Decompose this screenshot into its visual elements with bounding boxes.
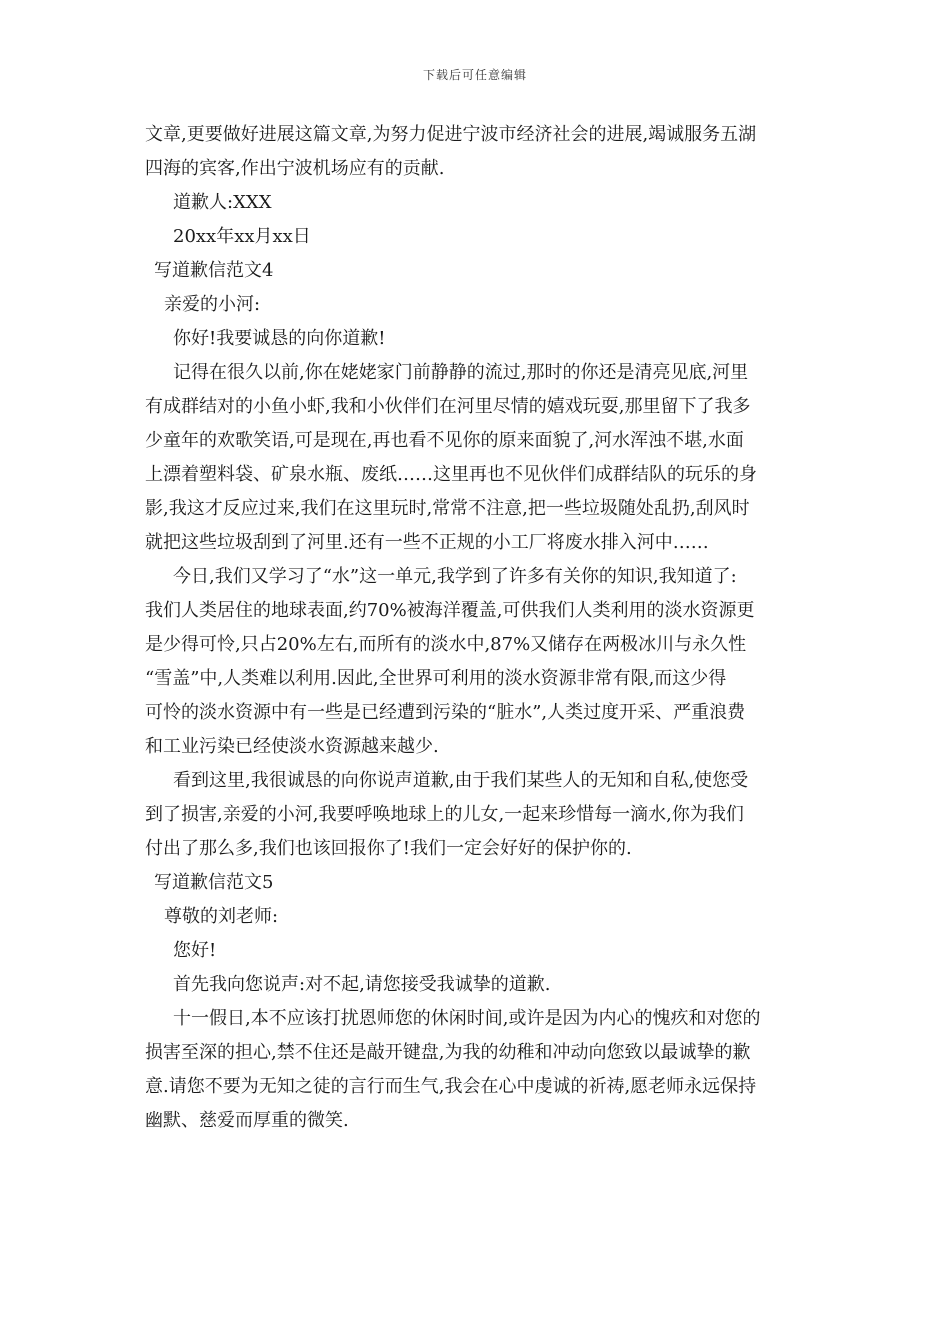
text-line: 损害至深的担心,禁不住还是敲开键盘,为我的幼稚和冲动向您致以最诚挚的歉	[145, 1042, 751, 1063]
text-line: 意.请您不要为无知之徒的言行而生气,我会在心中虔诚的祈祷,愿老师永远保持	[145, 1076, 757, 1097]
page-header: 下载后可任意编辑	[422, 68, 527, 82]
paragraph-first-line: 首先我向您说声:对不起,请您接受我诚挚的道歉.	[173, 974, 551, 995]
text-line: 少童年的欢歌笑语,可是现在,再也看不见你的原来面貌了,河水浑浊不堪,水面	[145, 430, 744, 451]
text-line: 到了损害,亲爱的小河,我要呼唤地球上的儿女,一起来珍惜每一滴水,你为我们	[145, 804, 744, 825]
text-line: 上漂着塑料袋、矿泉水瓶、废纸……这里再也不见伙伴们成群结队的玩乐的身	[145, 464, 757, 485]
paragraph-first-line: 看到这里,我很诚恳的向你说声道歉,由于我们某些人的无知和自私,使您受	[173, 770, 749, 791]
text-line: 文章,更要做好进展这篇文章,为努力促进宁波市经济社会的进展,竭诚服务五湖	[145, 124, 757, 145]
text-line: 是少得可怜,只占20%左右,而所有的淡水中,87%又储存在两极冰川与永久性	[145, 634, 747, 655]
text-line: 有成群结对的小鱼小虾,我和小伙伴们在河里尽情的嬉戏玩耍,那里留下了我多	[145, 396, 751, 417]
text-line: 我们人类居住的地球表面,约70%被海洋覆盖,可供我们人类利用的淡水资源更	[145, 600, 755, 621]
text-line: 可怜的淡水资源中有一些是已经遭到污染的“脏水”,人类过度开采、严重浪费	[145, 702, 746, 723]
text-line: 付出了那么多,我们也该回报你了!我们一定会好好的保护你的.	[145, 838, 632, 859]
text-line: 就把这些垃圾刮到了河里.还有一些不正规的小工厂将废水排入河中……	[145, 532, 709, 553]
paragraph-first-line: 你好!我要诚恳的向你道歉!	[173, 328, 386, 349]
date-line: 20xx年xx月xx日	[173, 226, 311, 247]
text-line: “雪盖”中,人类难以利用.因此,全世界可利用的淡水资源非常有限,而这少得	[145, 668, 727, 689]
paragraph-first-line: 今日,我们又学习了“水”这一单元,我学到了许多有关你的知识,我知道了:	[173, 566, 737, 587]
section-heading: 写道歉信范文5	[154, 872, 274, 893]
text-line: 影,我这才反应过来,我们在这里玩时,常常不注意,把一些垃圾随处乱扔,刮风时	[145, 498, 750, 519]
document-body	[145, 118, 810, 1138]
paragraph-first-line: 十一假日,本不应该打扰恩师您的休闲时间,或许是因为内心的愧疚和对您的	[173, 1008, 761, 1029]
salutation: 亲爱的小河:	[164, 294, 261, 315]
paragraph-first-line: 记得在很久以前,你在姥姥家门前静静的流过,那时的你还是清亮见底,河里	[173, 362, 749, 383]
salutation: 尊敬的刘老师:	[164, 906, 279, 927]
text-line: 和工业污染已经使淡水资源越来越少.	[145, 736, 439, 757]
text-line: 四海的宾客,作出宁波机场应有的贡献.	[145, 158, 445, 179]
signature-line: 道歉人:XXX	[173, 192, 272, 213]
paragraph-first-line: 您好!	[173, 940, 217, 961]
section-heading: 写道歉信范文4	[154, 260, 274, 281]
text-line: 幽默、慈爱而厚重的微笑.	[145, 1110, 349, 1131]
